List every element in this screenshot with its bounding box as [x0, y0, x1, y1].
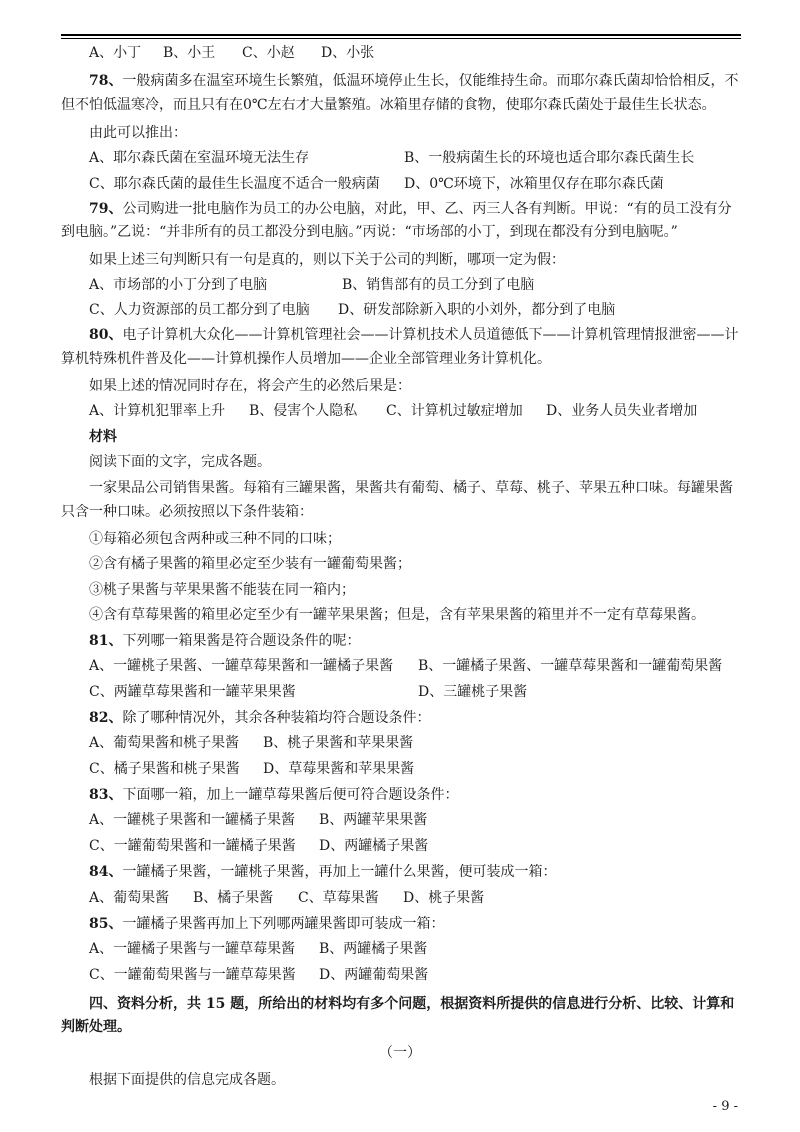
q77-option-d: D、小张 — [321, 45, 375, 61]
section4-heading-line-2: 判断处理。 — [61, 1019, 131, 1035]
q77-option-a: A、小丁 — [89, 45, 142, 61]
q81-option-c: C、两罐草莓果酱和一罐苹果果酱 — [89, 684, 296, 700]
q84-option-b: B、橘子果酱 — [193, 890, 274, 906]
q80-option-a: A、计算机犯罪率上升 — [89, 403, 226, 419]
q79-stem-text-1: 公司购进一批电脑作为员工的办公电脑，对此，甲、乙、丙三人各有判断。甲说：“有的员工没有分 — [122, 201, 732, 217]
q82-option-c: C、橘子果酱和桃子果酱 — [89, 761, 240, 777]
q77-option-b: B、小王 — [163, 45, 216, 61]
header-rule-thick — [61, 34, 741, 36]
q83-stem-text: 下面哪一箱，加上一罐草莓果酱后便可符合题设条件： — [122, 787, 459, 803]
q82-stem — [89, 709, 430, 727]
material-body-line-2: 只含一种口味。必须按照以下条件装箱： — [61, 504, 313, 520]
q82-option-d: D、草莓果酱和苹果果酱 — [263, 761, 415, 777]
q80-stem-line-2: 算机特殊机件普及化——计算机操作人员增加——企业全部管理业务计算机化。 — [61, 351, 551, 367]
q78-stem-text-1: 一般病菌多在温室环境生长繁殖，低温环境停止生长，仅能维持生命。而耶尔森氏菌却恰恰相反，不 — [122, 73, 739, 89]
q81-stem — [89, 632, 360, 650]
material-condition-3: ③桃子果酱与苹果果酱不能装在同一箱内； — [89, 582, 355, 598]
q81-stem-text: 下列哪一箱果酱是符合题设条件的呢： — [122, 633, 361, 649]
q82-stem-text: 除了哪种情况外，其余各种装箱均符合题设条件： — [122, 710, 431, 726]
section4-heading-line-1: 四、资料分析，共 15 题，所给出的材料均有多个问题，根据资料所提供的信息进行分析、比较、计算和 — [89, 996, 735, 1012]
material-condition-1: ①每箱必须包含两种或三种不同的口味； — [89, 531, 341, 547]
q78-option-c: C、耶尔森氏菌的最佳生长温度不适合一般病菌 — [89, 176, 380, 192]
q77-option-c: C、小赵 — [242, 45, 295, 61]
page-number: - 9 - — [712, 1099, 738, 1114]
material-condition-4: ④含有草莓果酱的箱里必定至少有一罐苹果果酱；但是，含有苹果果酱的箱里并不一定有草莓果酱。 — [89, 607, 705, 623]
q85-option-c: C、一罐葡萄果酱与一罐草莓果酱 — [89, 967, 296, 983]
q85-stem-text: 一罐橘子果酱再加上下列哪两罐果酱即可装成一箱： — [122, 916, 445, 932]
q78-option-b: B、一般病菌生长的环境也适合耶尔森氏菌生长 — [404, 150, 695, 166]
q81-option-b: B、一罐橘子果酱、一罐草莓果酱和一罐葡萄果酱 — [418, 658, 723, 674]
q79-number: 79、 — [89, 201, 123, 217]
material-heading: 材料 — [89, 429, 117, 445]
q78-stem-line-2: 但不怕低温寒冷，而且只有在0℃左右才大量繁殖。冰箱里存储的食物，使耶尔森氏菌处于最佳生长状态。 — [61, 97, 716, 113]
q80-stem-line-1 — [89, 326, 738, 344]
q84-option-c: C、草莓果酱 — [298, 890, 379, 906]
q79-stem-line-2: 到电脑。”乙说：“并非所有的员工都没分到电脑。”丙说：“市场部的小丁，到现在都没有分到电脑呢。” — [61, 224, 678, 240]
material-condition-2: ②含有橘子果酱的箱里必定至少装有一罐葡萄果酱； — [89, 556, 411, 572]
q83-option-c: C、一罐葡萄果酱和一罐橘子果酱 — [89, 838, 296, 854]
material-body-line-1: 一家果品公司销售果酱。每箱有三罐果酱，果酱共有葡萄、橘子、草莓、桃子、苹果五种口味。每罐果酱 — [89, 480, 733, 496]
q82-option-b: B、桃子果酱和苹果果酱 — [263, 735, 414, 751]
q79-stem-line-1 — [89, 200, 732, 218]
q79-option-d: D、研发部除新入职的小刘外，都分到了电脑 — [338, 302, 616, 318]
q83-stem — [89, 786, 458, 804]
q80-stem-text-1: 电子计算机大众化——计算机管理社会——计算机技术人员道德低下——计算机管理情报泄密——计 — [122, 327, 739, 343]
section4-part-label: （一） — [379, 1045, 421, 1061]
q81-option-a: A、一罐桃子果酱、一罐草莓果酱和一罐橘子果酱 — [89, 658, 394, 674]
q84-stem-text: 一罐橘子果酱，一罐桃子果酱，再加上一罐什么果酱，便可装成一箱： — [122, 864, 557, 880]
q84-number: 84、 — [89, 864, 123, 880]
q82-option-a: A、葡萄果酱和桃子果酱 — [89, 735, 240, 751]
q84-stem — [89, 863, 556, 881]
q78-option-d: D、0℃环境下，冰箱里仅存在耶尔森氏菌 — [404, 176, 664, 192]
q85-number: 85、 — [89, 916, 123, 932]
q85-option-d: D、两罐葡萄果酱 — [319, 967, 429, 983]
q81-option-d: D、三罐桃子果酱 — [418, 684, 528, 700]
section4-instruction: 根据下面提供的信息完成各题。 — [89, 1072, 285, 1088]
q85-stem — [89, 915, 444, 933]
q80-option-b: B、侵害个人隐私 — [249, 403, 358, 419]
q84-option-a: A、葡萄果酱 — [89, 890, 170, 906]
q78-option-a: A、耶尔森氏菌在室温环境无法生存 — [89, 150, 310, 166]
q80-option-c: C、计算机过敏症增加 — [386, 403, 523, 419]
header-rule-thin — [61, 38, 741, 39]
q78-question: 由此可以推出： — [89, 125, 187, 141]
q79-option-b: B、销售部有的员工分到了电脑 — [342, 277, 535, 293]
q83-option-d: D、两罐橘子果酱 — [319, 838, 429, 854]
q78-stem-line-1 — [89, 72, 738, 90]
q80-question: 如果上述的情况同时存在，将会产生的必然后果是： — [89, 378, 411, 394]
q83-number: 83、 — [89, 787, 123, 803]
q81-number: 81、 — [89, 633, 123, 649]
q79-option-c: C、人力资源部的员工都分到了电脑 — [89, 302, 310, 318]
q83-option-b: B、两罐苹果果酱 — [319, 812, 428, 828]
q84-option-d: D、桃子果酱 — [403, 890, 485, 906]
q85-option-b: B、两罐橘子果酱 — [319, 941, 428, 957]
q80-option-d: D、业务人员失业者增加 — [546, 403, 698, 419]
q85-option-a: A、一罐橘子果酱与一罐草莓果酱 — [89, 941, 296, 957]
material-intro: 阅读下面的文字，完成各题。 — [89, 454, 271, 470]
q82-number: 82、 — [89, 710, 123, 726]
q78-number: 78、 — [89, 73, 123, 89]
q79-option-a: A、市场部的小丁分到了电脑 — [89, 277, 268, 293]
q80-number: 80、 — [89, 327, 123, 343]
q83-option-a: A、一罐桃子果酱和一罐橘子果酱 — [89, 812, 296, 828]
q79-question: 如果上述三句判断只有一句是真的，则以下关于公司的判断，哪项一定为假： — [89, 252, 565, 268]
